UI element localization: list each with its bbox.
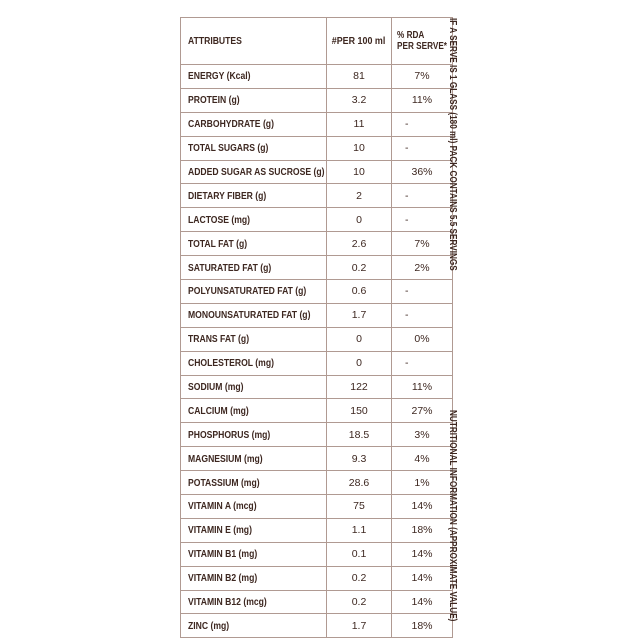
rda-value: 1% [392, 471, 453, 495]
nutrient-name: CARBOHYDRATE (g) [188, 118, 274, 131]
nutrient-name-cell [181, 88, 327, 112]
per-100ml-value: 3.2 [327, 88, 392, 112]
nutrient-name-cell [181, 327, 327, 351]
table-row [181, 256, 453, 280]
rda-value: 11% [392, 88, 453, 112]
table-row [181, 351, 453, 375]
nutrient-name: LACTOSE (mg) [188, 213, 251, 226]
table-row [181, 65, 453, 89]
rda-value: 7% [392, 65, 453, 89]
nutrient-name-cell [181, 614, 327, 638]
per-100ml-value: 1.7 [327, 614, 392, 638]
nutrient-name-cell [181, 495, 327, 519]
nutrient-name-cell [181, 399, 327, 423]
nutrient-name: PHOSPHORUS (mg) [188, 428, 271, 441]
nutrient-name: TOTAL SUGARS (g) [188, 142, 269, 155]
header-rda-line2: PER SERVE* [397, 41, 447, 52]
per-100ml-value: 150 [327, 399, 392, 423]
per-100ml-value: 122 [327, 375, 392, 399]
table-row [181, 280, 453, 304]
per-100ml-value: 2 [327, 184, 392, 208]
nutrient-name-cell [181, 375, 327, 399]
per-100ml-value: 0.6 [327, 280, 392, 304]
nutrient-name: ADDED SUGAR AS SUCROSE (g) [188, 166, 325, 178]
per-100ml-value: 0.2 [327, 590, 392, 614]
table-row [181, 518, 453, 542]
table-row [181, 423, 453, 447]
nutrient-name: SATURATED FAT (g) [188, 261, 272, 274]
rda-value: - [392, 303, 453, 327]
nutrient-name: MONOUNSATURATED FAT (g) [188, 309, 311, 322]
nutrient-name: VITAMIN B1 (mg) [188, 548, 258, 561]
rda-value: - [392, 184, 453, 208]
nutrient-name-cell [181, 471, 327, 495]
table-row [181, 590, 453, 614]
nutrient-name-cell [181, 518, 327, 542]
table-row [181, 184, 453, 208]
per-100ml-value: 18.5 [327, 423, 392, 447]
per-100ml-value: 2.6 [327, 232, 392, 256]
header-per-100ml [327, 18, 392, 65]
nutrient-name: VITAMIN A (mcg) [188, 500, 257, 513]
header-per-100ml-label: #PER 100 ml [332, 35, 386, 47]
nutrient-name-cell [181, 423, 327, 447]
per-100ml-value: 28.6 [327, 471, 392, 495]
table-row [181, 447, 453, 471]
nutrient-name: PROTEIN (g) [188, 94, 240, 107]
nutrient-name: VITAMIN E (mg) [188, 524, 252, 537]
table-row [181, 471, 453, 495]
nutrient-name-cell [181, 303, 327, 327]
nutrient-name: SODIUM (mg) [188, 381, 244, 394]
rda-value: 11% [392, 375, 453, 399]
table-row [181, 88, 453, 112]
per-100ml-value: 0.2 [327, 256, 392, 280]
rda-value: - [392, 136, 453, 160]
rda-value: - [392, 112, 453, 136]
rda-value: - [392, 280, 453, 304]
per-100ml-value: 81 [327, 65, 392, 89]
nutrient-name: TOTAL FAT (g) [188, 237, 248, 250]
nutrient-name: DIETARY FIBER (g) [188, 189, 267, 202]
table-row [181, 112, 453, 136]
table-row [181, 495, 453, 519]
nutrient-name: ENERGY (Kcal) [188, 70, 251, 83]
nutrient-name: CHOLESTEROL (mg) [188, 357, 274, 370]
table-row [181, 303, 453, 327]
nutrient-name: TRANS FAT (g) [188, 333, 250, 346]
per-100ml-value: 10 [327, 160, 392, 184]
per-100ml-value: 1.1 [327, 518, 392, 542]
nutrient-name: POLYUNSATURATED FAT (g) [188, 285, 307, 298]
nutrient-name: VITAMIN B12 (mcg) [188, 596, 267, 609]
rda-value: 18% [392, 614, 453, 638]
rda-value: 27% [392, 399, 453, 423]
table-row [181, 399, 453, 423]
per-100ml-value: 0 [327, 208, 392, 232]
rda-value: - [392, 208, 453, 232]
nutrient-name: ZINC (mg) [188, 619, 230, 632]
rda-value: 4% [392, 447, 453, 471]
header-rda-line1: % RDA [397, 30, 425, 41]
per-100ml-value: 10 [327, 136, 392, 160]
rda-value: - [392, 351, 453, 375]
rda-value: 7% [392, 232, 453, 256]
per-100ml-value: 0 [327, 351, 392, 375]
rda-value: 2% [392, 256, 453, 280]
per-100ml-value: 0.2 [327, 566, 392, 590]
table-row [181, 375, 453, 399]
per-100ml-value: 75 [327, 495, 392, 519]
rda-value: 14% [392, 590, 453, 614]
nutrient-name-cell [181, 447, 327, 471]
table-row [181, 614, 453, 638]
table-row [181, 160, 453, 184]
nutrient-name: VITAMIN B2 (mg) [188, 572, 258, 585]
nutrient-name-cell [181, 136, 327, 160]
nutrient-name-cell [181, 65, 327, 89]
rda-value: 36% [392, 160, 453, 184]
header-attributes-label: ATTRIBUTES [188, 35, 242, 47]
rda-value: 3% [392, 423, 453, 447]
nutrition-table [180, 17, 453, 638]
table-row [181, 542, 453, 566]
per-100ml-value: 0.1 [327, 542, 392, 566]
nutrient-name: CALCIUM (mg) [188, 404, 249, 417]
table-row [181, 208, 453, 232]
header-rda [392, 18, 453, 65]
table-row [181, 232, 453, 256]
nutrient-name-cell [181, 256, 327, 280]
serving-note: IF A SERVE IS 1 GLASS (180 ml) PACK CONTAINS 5.5 SERVINGS [447, 18, 459, 271]
nutrient-name-cell [181, 232, 327, 256]
nutrient-name-cell [181, 351, 327, 375]
table-header-row [181, 18, 453, 65]
per-100ml-value: 9.3 [327, 447, 392, 471]
nutrition-note: NUTRITIONAL INFORMATION (APPROXIMATE VALUE) [447, 410, 459, 622]
table-row [181, 566, 453, 590]
rda-value: 0% [392, 327, 453, 351]
header-attributes [181, 18, 327, 65]
nutrient-name-cell [181, 160, 327, 184]
rda-value: 14% [392, 566, 453, 590]
nutrient-name: MAGNESIUM (mg) [188, 452, 263, 465]
header-rda-label [397, 30, 447, 52]
nutrient-name-cell [181, 590, 327, 614]
nutrient-name-cell [181, 566, 327, 590]
per-100ml-value: 11 [327, 112, 392, 136]
nutrient-name-cell [181, 542, 327, 566]
nutrient-name-cell [181, 208, 327, 232]
nutrient-name: POTASSIUM (mg) [188, 476, 260, 489]
rda-value: 18% [392, 518, 453, 542]
nutrient-name-cell [181, 184, 327, 208]
table-row [181, 136, 453, 160]
per-100ml-value: 1.7 [327, 303, 392, 327]
table-row [181, 327, 453, 351]
per-100ml-value: 0 [327, 327, 392, 351]
rda-value: 14% [392, 542, 453, 566]
nutrient-name-cell [181, 280, 327, 304]
rda-value: 14% [392, 495, 453, 519]
nutrient-name-cell [181, 112, 327, 136]
